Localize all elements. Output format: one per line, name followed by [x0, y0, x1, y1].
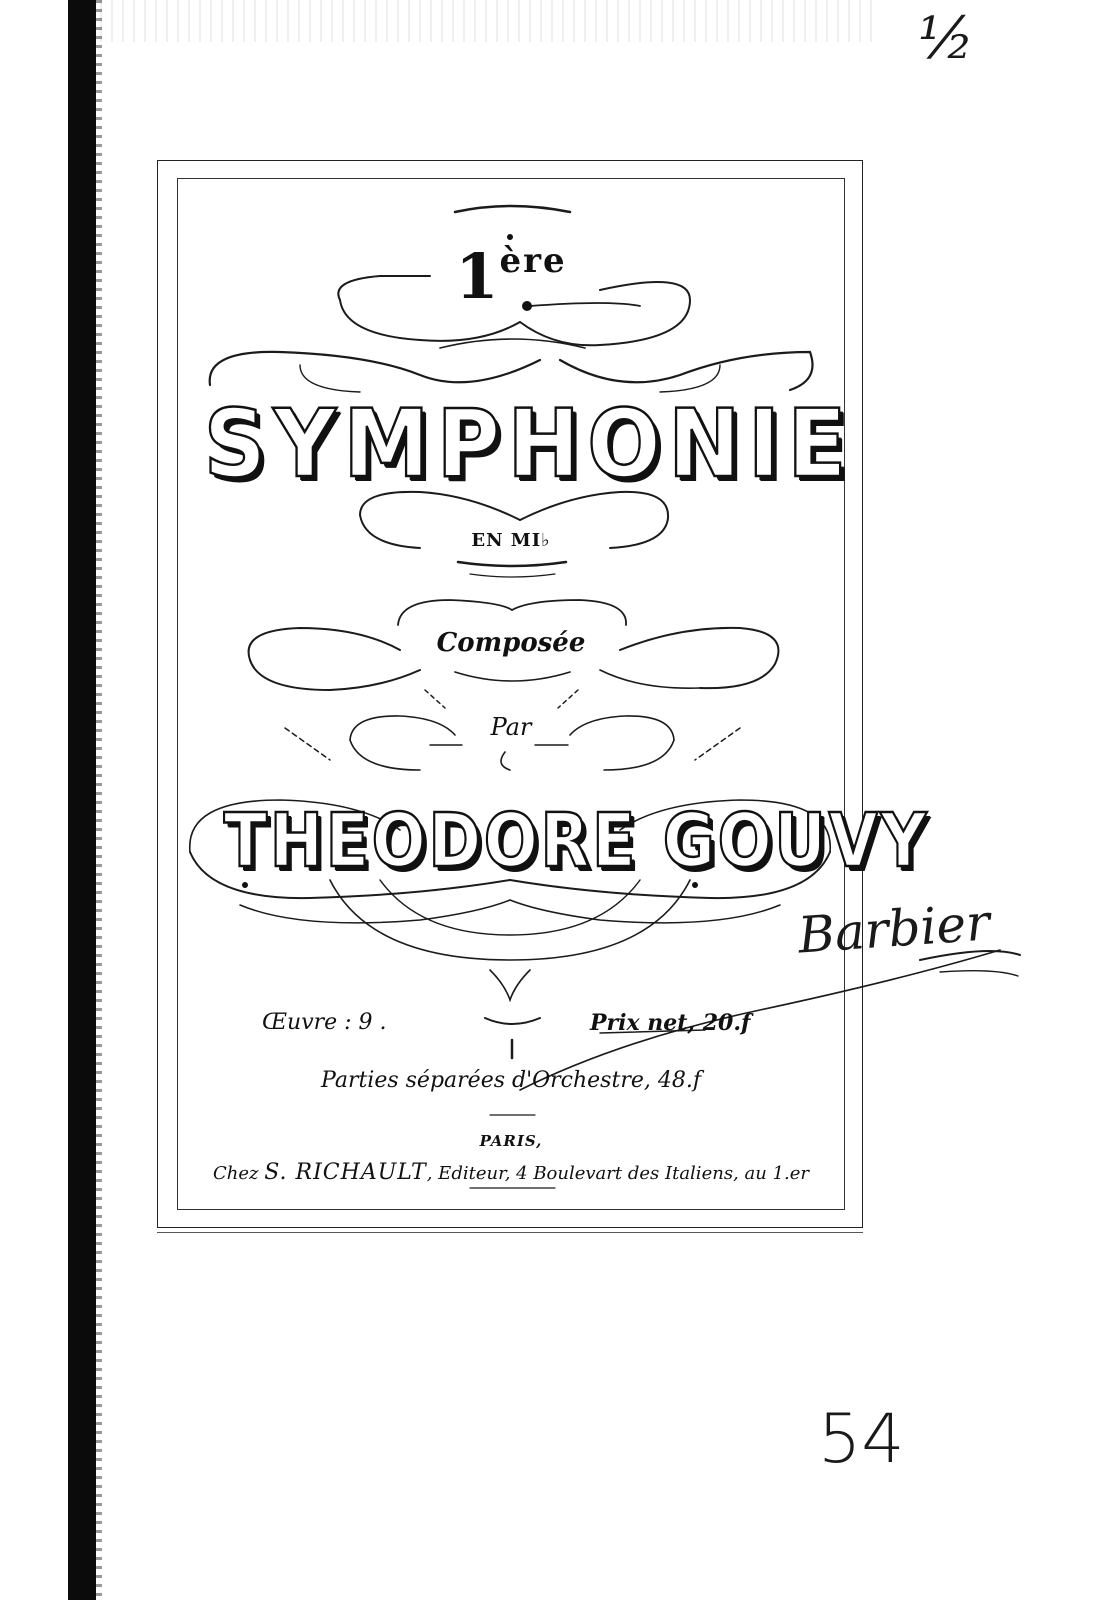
orchestral-parts-price: Parties séparées d'Orchestre, 48.f — [321, 1068, 701, 1093]
handwritten-shelf-mark: ½ — [918, 4, 975, 72]
publisher-city: PARIS, — [479, 1132, 543, 1150]
publisher-line — [177, 1160, 845, 1185]
ordinal-heading — [177, 240, 845, 313]
price: Prix net, 20.f — [590, 1010, 751, 1036]
publisher-name: S. RICHAULT — [264, 1160, 427, 1185]
work-title: SYMPHONIE — [203, 390, 854, 499]
handwritten-signature: Barbier — [796, 893, 992, 965]
by-label: Par — [490, 713, 532, 741]
handwritten-page-number: 54 — [818, 1400, 905, 1479]
opus-number: Œuvre : 9 . — [262, 1010, 387, 1035]
publisher-details: , Editeur, 4 Boulevart des Italiens, au 1.er — [426, 1163, 809, 1184]
composed-label: Composée — [436, 628, 586, 658]
publisher-prefix: Chez — [213, 1163, 259, 1184]
ordinal-suffix: ère — [499, 241, 567, 281]
composer-name: THEODORE GOUVY — [223, 798, 930, 884]
ordinal-number: 1 — [455, 240, 500, 313]
key-label: EN MI♭ — [471, 530, 551, 551]
